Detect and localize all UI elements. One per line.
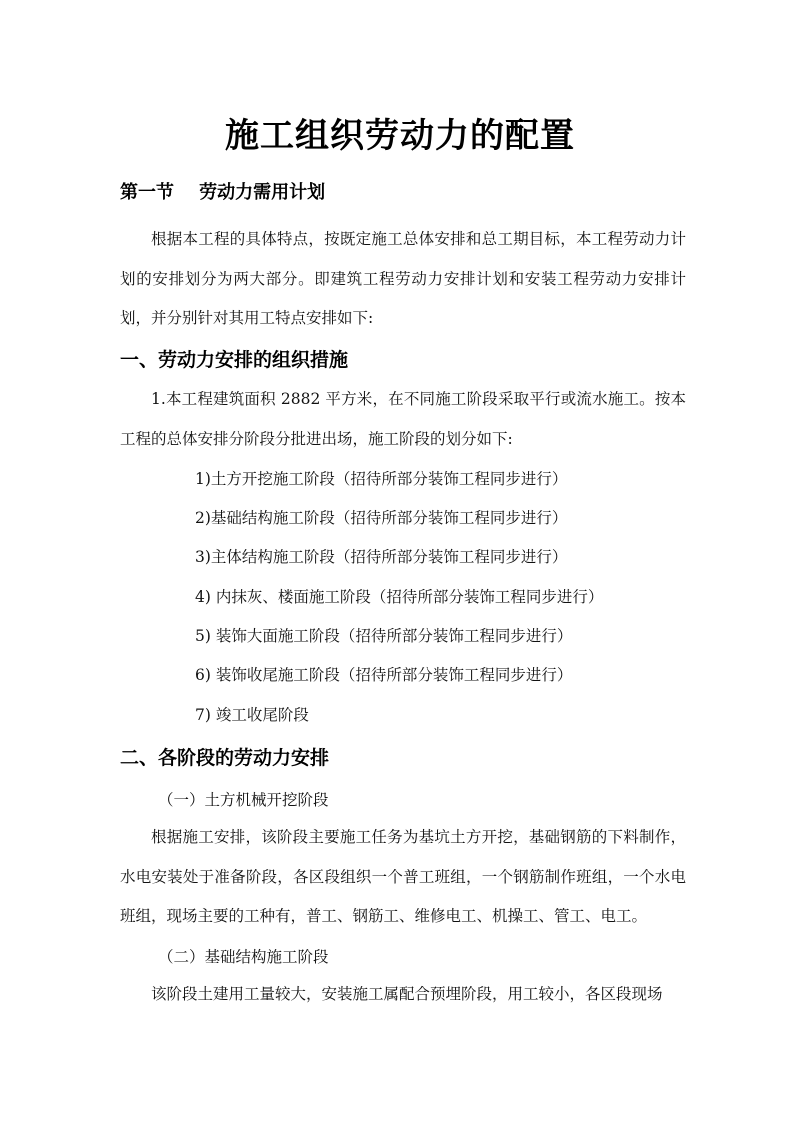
stage-item-2: 2)基础结构施工阶段（招待所部分装饰工程同步进行） bbox=[195, 509, 568, 527]
foundation-paragraph: 该阶段土建用工量较大，安装施工属配合预埋阶段，用工较小，各区段现场 bbox=[151, 985, 663, 1003]
document-title: 施工组织劳动力的配置 bbox=[225, 116, 575, 156]
stage-item-7: 7) 竣工收尾阶段 bbox=[195, 706, 309, 724]
project-area-paragraph: 1.本工程建筑面积 2882 平方米，在不同施工阶段采取平行或流水施工。按本工程的总体安排分阶段分批进出场，施工阶段的划分如下: bbox=[120, 390, 686, 448]
stage-item-3: 3)主体结构施工阶段（招待所部分装饰工程同步进行） bbox=[195, 548, 568, 566]
stage-item-4: 4) 内抹灰、楼面施工阶段（招待所部分装饰工程同步进行） bbox=[195, 588, 604, 606]
section-heading: 第一节 劳动力需用计划 bbox=[120, 182, 326, 203]
section1-paragraph: 根据本工程的具体特点，按既定施工总体安排和总工期目标，本工程劳动力计划的安排划分为两大部分。即建筑工程劳动力安排计划和安装工程劳动力安排计划，并分别针对其用工特点安排如下: bbox=[120, 230, 686, 327]
earthwork-paragraph: 根据施工安排，该阶段主要施工任务为基坑土方开挖，基础钢筋的下料制作，水电安装处于准备阶段，各区段组织一个普工班组，一个钢筋制作班组，一个水电班组，现场主要的工种有，普工、钢筋工、维修电工、机操工、管工、电工。 bbox=[120, 828, 686, 925]
subheading-foundation: （二）基础结构施工阶段 bbox=[158, 948, 329, 966]
stage-item-1: 1)土方开挖施工阶段（招待所部分装饰工程同步进行） bbox=[195, 470, 568, 488]
subheading-earthwork: （一）土方机械开挖阶段 bbox=[158, 791, 329, 809]
heading-stage-labor: 二、各阶段的劳动力安排 bbox=[120, 747, 330, 769]
stage-item-5: 5) 装饰大面施工阶段（招待所部分装饰工程同步进行） bbox=[195, 627, 573, 645]
heading-organization-measures: 一、劳动力安排的组织措施 bbox=[120, 349, 349, 371]
stage-item-6: 6) 装饰收尾施工阶段（招待所部分装饰工程同步进行） bbox=[195, 666, 573, 684]
